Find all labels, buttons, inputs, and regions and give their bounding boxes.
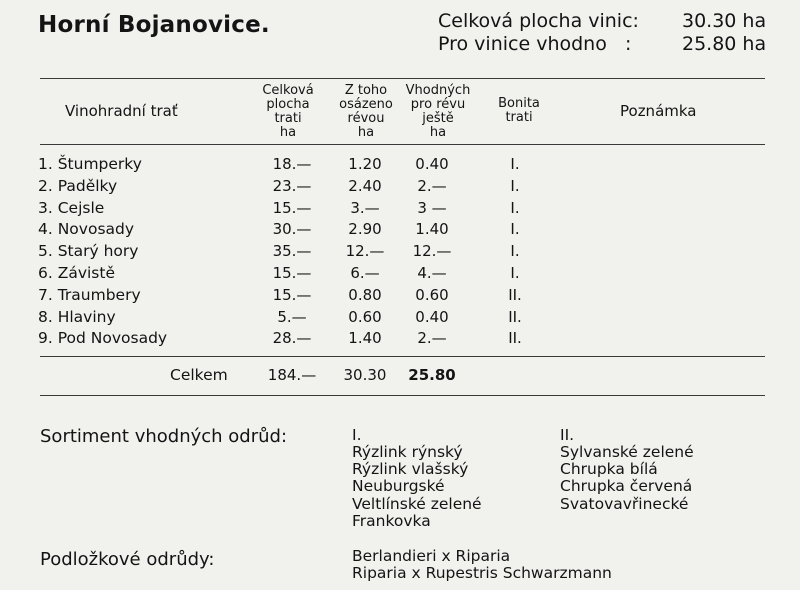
row-bonita: I. (510, 220, 520, 239)
rule-header (40, 144, 765, 145)
row-name: 5. Starý hory (38, 242, 139, 261)
row-osazeno: 2.40 (348, 176, 382, 195)
row-name: 7. Traumbery (38, 285, 141, 304)
row-bonita: II. (508, 307, 522, 326)
row-celkova: 28.— (272, 329, 312, 348)
sortiment-group2-label: II. (560, 426, 575, 444)
podlozky-list (352, 548, 612, 582)
row-celkova: 15.— (272, 285, 312, 304)
header-trat: Vinohradní trať (65, 102, 178, 120)
list-item: Rýzlink vlašský (352, 460, 469, 479)
row-vhodnych: 2.— (417, 329, 447, 348)
row-osazeno: 0.60 (348, 307, 382, 326)
row-name: 4. Novosady (38, 220, 135, 239)
list-item: Chrupka bílá (560, 460, 658, 479)
row-bonita: I. (510, 198, 520, 217)
row-name: 2. Padělky (38, 176, 118, 195)
sortiment-label: Sortiment vhodných odrůd: (40, 426, 288, 447)
total-celkova: 184.— (267, 366, 317, 384)
row-osazeno: 3.— (350, 198, 380, 217)
header-poznamka: Poznámka (620, 102, 697, 120)
suitable-area-value: 25.80 ha (682, 33, 767, 55)
row-vhodnych: 1.40 (415, 220, 449, 239)
podlozky-label: Podložkové odrůdy: (40, 549, 215, 570)
row-bonita: II. (508, 329, 522, 348)
list-item: Sylvanské zelené (560, 443, 694, 461)
row-osazeno: 1.40 (348, 329, 382, 348)
row-osazeno: 0.80 (348, 285, 382, 304)
row-name: 8. Hlaviny (38, 307, 116, 326)
sortiment-group1-list (352, 444, 482, 530)
row-name: 6. Závistě (38, 264, 116, 282)
header-osazeno: Z toho osázeno révou ha (339, 83, 393, 140)
row-bonita: I. (510, 176, 520, 195)
row-vhodnych: 0.40 (415, 307, 449, 326)
suitable-area-label: Pro vinice vhodno : (438, 33, 632, 55)
rule-total-top (40, 356, 765, 357)
row-celkova: 15.— (272, 264, 312, 282)
total-osazeno: 30.30 (343, 366, 387, 384)
row-osazeno: 1.20 (348, 155, 382, 173)
total-area-label: Celková plocha vinic: (438, 10, 639, 32)
row-osazeno: 2.90 (348, 220, 382, 239)
list-item: Frankovka (352, 511, 431, 530)
list-item: Svatovavřinecké (560, 494, 689, 513)
row-osazeno: 12.— (345, 242, 385, 261)
rule-total-bottom (40, 395, 765, 396)
row-bonita: II. (508, 285, 522, 304)
rule-top (40, 78, 765, 79)
header-bonita: Bonita trati (498, 96, 540, 125)
row-vhodnych: 4.— (417, 264, 447, 282)
row-osazeno: 6.— (350, 264, 380, 282)
row-vhodnych: 3 — (417, 198, 447, 217)
row-celkova: 5.— (277, 307, 307, 326)
sortiment-group2-list (560, 444, 694, 513)
row-name: 1. Štumperky (38, 155, 142, 173)
header-vhodnych: Vhodných pro révu ještě ha (405, 83, 471, 140)
row-bonita: I. (510, 242, 520, 261)
row-celkova: 15.— (272, 198, 312, 217)
row-vhodnych: 0.60 (415, 285, 449, 304)
list-item: Veltlínské zelené (352, 494, 482, 513)
row-vhodnych: 12.— (412, 242, 452, 261)
total-label: Celkem (170, 366, 228, 384)
list-item: Chrupka červená (560, 477, 693, 496)
row-vhodnych: 2.— (417, 176, 447, 195)
row-celkova: 30.— (272, 220, 312, 239)
row-bonita: I. (510, 264, 520, 282)
row-celkova: 35.— (272, 242, 312, 261)
list-item: Neuburgské (352, 477, 445, 496)
list-item: Rýzlink rýnský (352, 443, 463, 461)
row-celkova: 23.— (272, 176, 312, 195)
list-item: Berlandieri x Riparia (352, 547, 511, 565)
page-title: Horní Bojanovice. (38, 12, 270, 38)
row-vhodnych: 0.40 (415, 155, 449, 173)
total-vhodnych: 25.80 (408, 366, 456, 384)
row-celkova: 18.— (272, 155, 312, 173)
list-item: Riparia x Rupestris Schwarzmann (352, 564, 612, 583)
row-name: 3. Cejsle (38, 198, 105, 217)
row-name: 9. Pod Novosady (38, 329, 168, 348)
header-celkova: Celková plocha trati ha (262, 83, 314, 140)
sortiment-group1-label: I. (352, 426, 362, 444)
total-area-value: 30.30 ha (682, 10, 767, 32)
row-bonita: I. (510, 155, 520, 173)
